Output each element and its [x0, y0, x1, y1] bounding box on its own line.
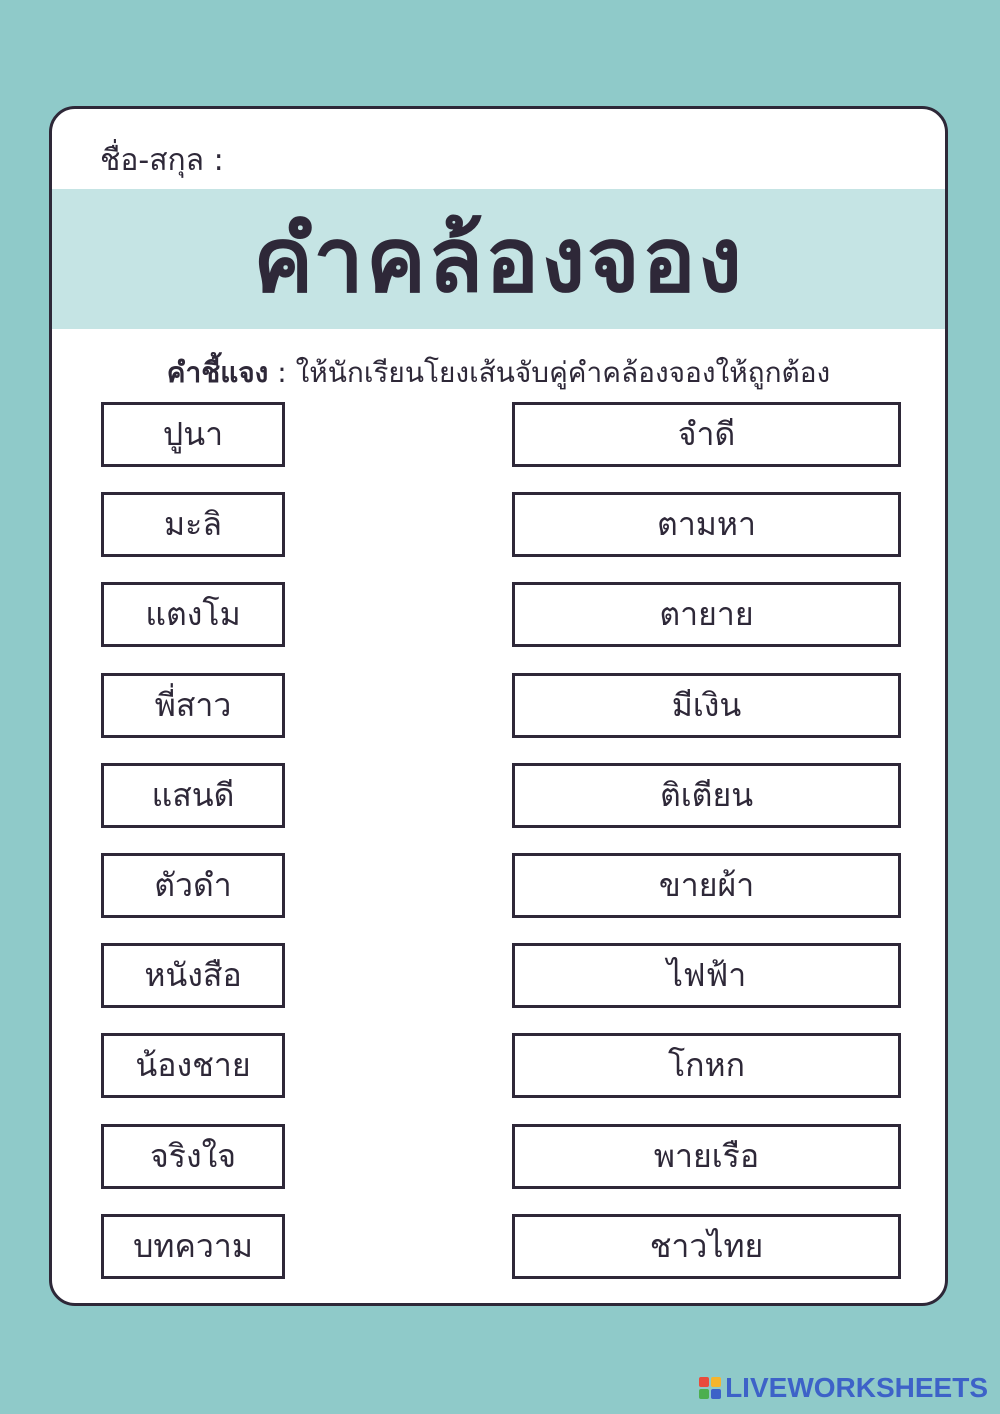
- left-word-box-3[interactable]: แตงโม: [101, 582, 285, 647]
- right-word-box-4[interactable]: มีเงิน: [512, 673, 901, 738]
- right-word-box-6[interactable]: ขายผ้า: [512, 853, 901, 918]
- left-word-box-2[interactable]: มะลิ: [101, 492, 285, 557]
- right-word-box-2[interactable]: ตามหา: [512, 492, 901, 557]
- student-name-label: ชื่อ-สกุล :: [100, 143, 224, 178]
- right-word-box-5[interactable]: ติเตียน: [512, 763, 901, 828]
- right-word-box-8[interactable]: โกหก: [512, 1033, 901, 1098]
- left-word-box-8[interactable]: น้องชาย: [101, 1033, 285, 1098]
- left-word-box-5[interactable]: แสนดี: [101, 763, 285, 828]
- right-word-box-1[interactable]: จำดี: [512, 402, 901, 467]
- right-word-box-10[interactable]: ชาวไทย: [512, 1214, 901, 1279]
- instruction-label: คำชี้แจง: [166, 356, 269, 389]
- right-word-box-7[interactable]: ไฟฟ้า: [512, 943, 901, 1008]
- instruction-text: : ให้นักเรียนโยงเส้นจับคู่คำคล้องจองให้ถูกต้อง: [268, 356, 831, 389]
- right-word-box-9[interactable]: พายเรือ: [512, 1124, 901, 1189]
- liveworksheets-logo: [699, 1372, 988, 1404]
- worksheet-card: [49, 106, 948, 1306]
- left-word-box-9[interactable]: จริงใจ: [101, 1124, 285, 1189]
- instruction-line: [52, 351, 945, 395]
- left-word-box-1[interactable]: ปูนา: [101, 402, 285, 467]
- page-title: คำคล้องจอง: [253, 207, 744, 313]
- right-word-box-3[interactable]: ตายาย: [512, 582, 901, 647]
- title-banner: [52, 189, 945, 329]
- liveworksheets-mark-icon: [699, 1377, 721, 1399]
- left-word-box-6[interactable]: ตัวดำ: [101, 853, 285, 918]
- left-word-box-4[interactable]: พี่สาว: [101, 673, 285, 738]
- left-word-box-10[interactable]: บทความ: [101, 1214, 285, 1279]
- logo-text: LIVEWORKSHEETS: [725, 1372, 988, 1403]
- left-word-box-7[interactable]: หนังสือ: [101, 943, 285, 1008]
